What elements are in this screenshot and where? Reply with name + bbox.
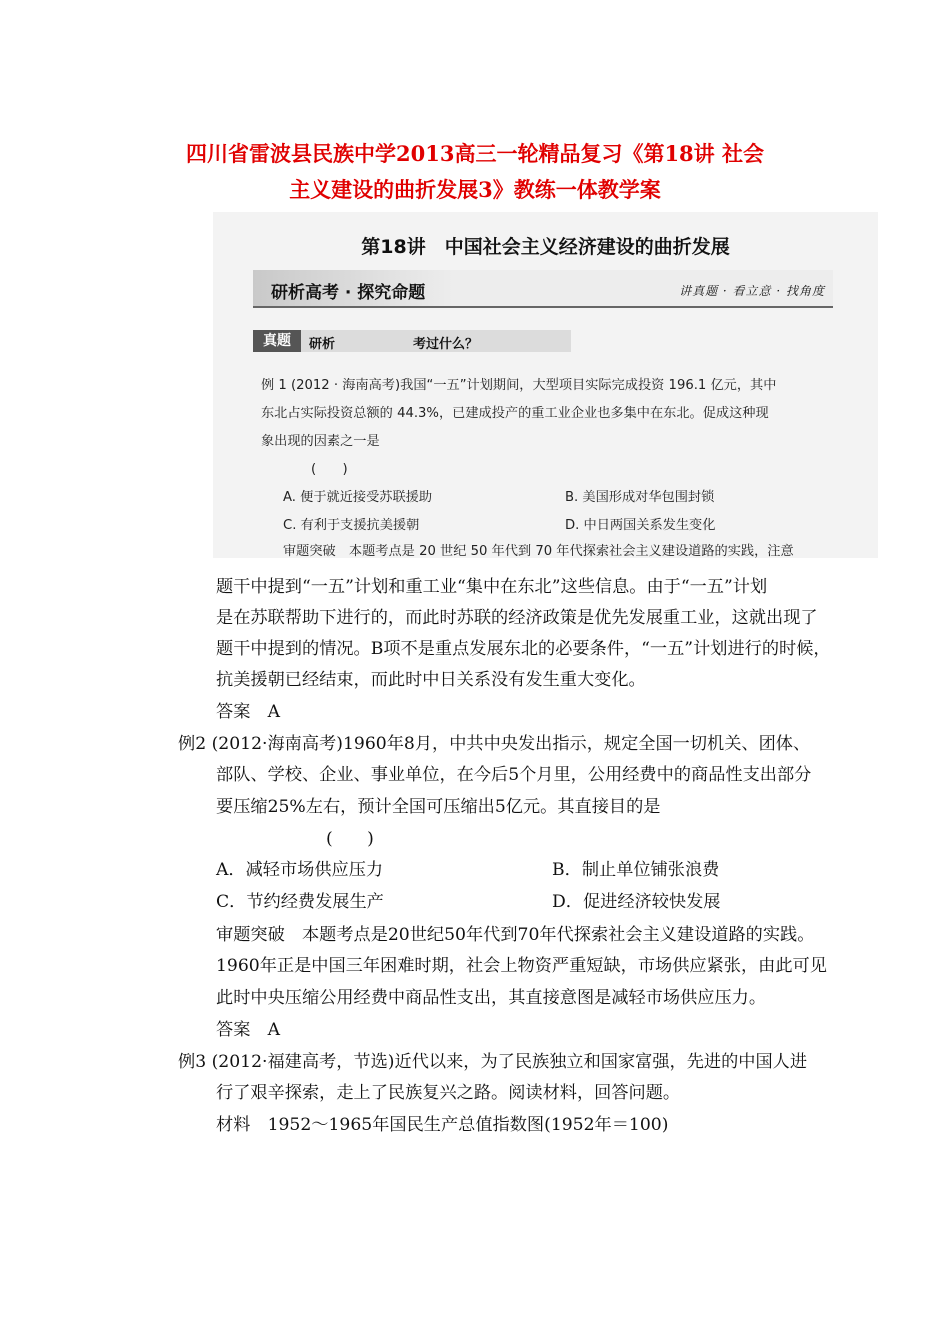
body-line: 是在苏联帮助下进行的，而此时苏联的经济政策是优先发展重工业，这就出现了 bbox=[216, 608, 818, 628]
scan-option: D. 中日两国关系发生变化 bbox=[565, 518, 716, 533]
option-c: C．节约经费发展生产 bbox=[216, 892, 384, 912]
analysis-line: 1960年正是中国三年困难时期，社会上物资严重短缺，市场供应紧张，由此可见 bbox=[216, 956, 827, 976]
material-line: 材料 1952～1965年国民生产总值指数图(1952年＝100) bbox=[216, 1115, 669, 1135]
lecture-title: 第18讲 中国社会主义经济建设的曲折发展 bbox=[361, 236, 730, 258]
subsection-bar bbox=[253, 330, 571, 352]
answer-line: 答案 A bbox=[216, 702, 280, 722]
option-a: A．减轻市场供应压力 bbox=[216, 860, 384, 880]
scan-question-line: 例 1 (2012 · 海南高考)我国“一五”计划期间，大型项目实际完成投资 196.1 亿元，其中 bbox=[261, 378, 777, 393]
subsection-label: 研析 bbox=[309, 337, 336, 352]
answer-line: 答案 A bbox=[216, 1020, 280, 1040]
body-line: 抗美援朝已经结束，而此时中日关系没有发生重大变化。 bbox=[216, 670, 646, 690]
analysis-line: 审题突破 本题考点是20世纪50年代到70年代探索社会主义建设道路的实践。 bbox=[216, 925, 815, 945]
subsection-tag: 真题 bbox=[253, 330, 301, 352]
question-line: 要压缩25%左右，预计全国可压缩出5亿元。其直接目的是 bbox=[216, 797, 661, 817]
document-title-line-1: 四川省雷波县民族中学2013高三一轮精品复习《第18讲 社会 bbox=[186, 141, 764, 166]
scan-question-line: 象出现的因素之一是 bbox=[261, 434, 380, 449]
scan-option: A. 便于就近接受苏联援助 bbox=[283, 490, 433, 505]
question-line: 部队、学校、企业、事业单位，在今后5个月里，公用经费中的商品性支出部分 bbox=[216, 765, 812, 785]
scan-option: C. 有利于支援抗美援朝 bbox=[283, 518, 420, 533]
banner-heading: 研析高考 · 探究命题 bbox=[271, 283, 426, 303]
banner-tagline: 讲真题 · 看立意 · 找角度 bbox=[679, 284, 825, 298]
scan-question-line: 东北占实际投资总额的 44.3%，已建成投产的重工业企业也多集中在东北。促成这种现 bbox=[261, 406, 769, 421]
scan-option: B. 美国形成对华包围封锁 bbox=[565, 490, 715, 505]
scan-answer-blank: ( ) bbox=[311, 462, 348, 477]
scanned-excerpt bbox=[213, 212, 878, 558]
document-title-line-2: 主义建设的曲折发展3》教练一体教学案 bbox=[289, 177, 661, 202]
question-line: 行了艰辛探索，走上了民族复兴之路。阅读材料，回答问题。 bbox=[216, 1083, 681, 1103]
answer-blank: ( ) bbox=[326, 829, 374, 849]
question-line: 例3 (2012·福建高考，节选)近代以来，为了民族独立和国家富强，先进的中国人进 bbox=[178, 1052, 808, 1072]
body-line: 题干中提到“一五”计划和重工业“集中在东北”这些信息。由于“一五”计划 bbox=[216, 577, 768, 597]
analysis-line: 此时中央压缩公用经费中商品性支出，其直接意图是减轻市场供应压力。 bbox=[216, 988, 767, 1008]
body-line: 题干中提到的情况。B项不是重点发展东北的必要条件，“一五”计划进行的时候， bbox=[216, 639, 831, 659]
section-banner bbox=[253, 270, 833, 308]
subsection-question: 考过什么？ bbox=[413, 337, 479, 352]
question-line: 例2 (2012·海南高考)1960年8月，中共中央发出指示，规定全国一切机关、团体、 bbox=[178, 734, 811, 754]
scan-analysis: 审题突破 本题考点是 20 世纪 50 年代到 70 年代探索社会主义建设道路的实践，注意 bbox=[283, 544, 794, 558]
option-b: B．制止单位铺张浪费 bbox=[552, 860, 720, 880]
option-d: D．促进经济较快发展 bbox=[552, 892, 721, 912]
